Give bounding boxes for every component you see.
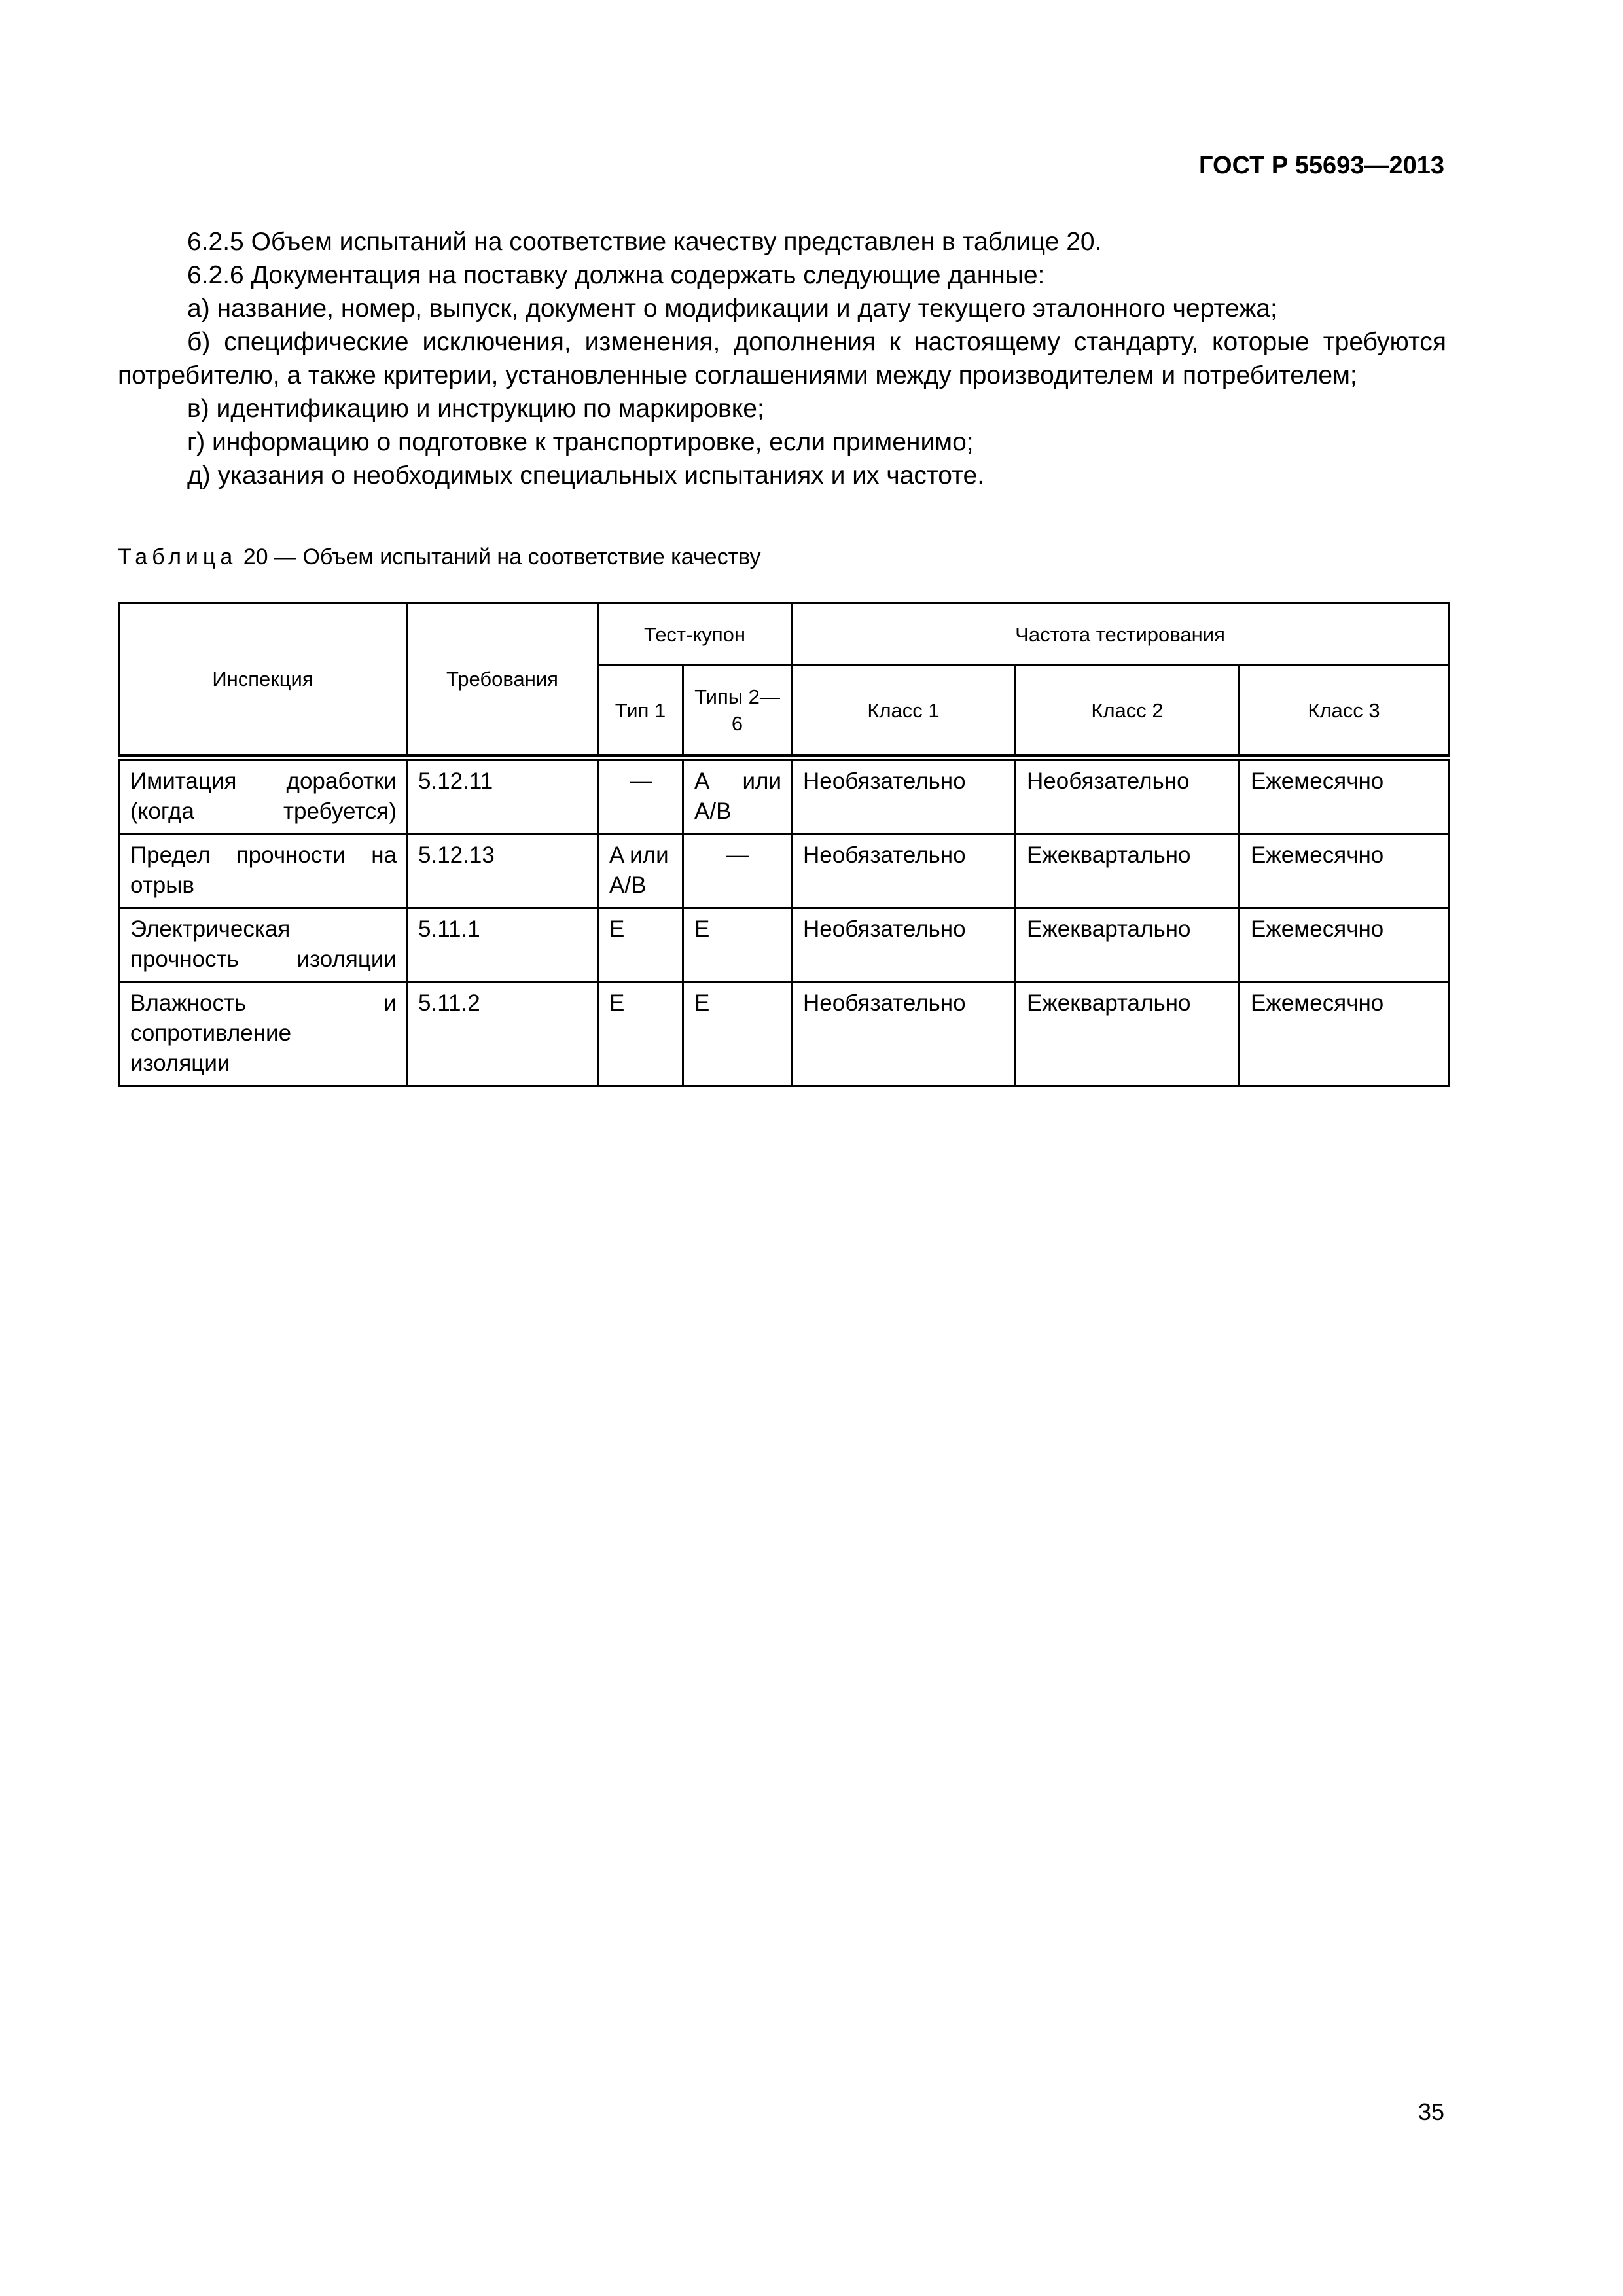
list-item-a: а) название, номер, выпуск, документ о модификации и дату текущего эталонного чертежа; <box>187 295 1277 323</box>
cell-requirements: 5.12.11 <box>407 758 598 834</box>
cell-type1: — <box>598 758 683 834</box>
table-caption <box>118 545 760 570</box>
table-caption-text: 20 — Объем испытаний на соответствие качеству <box>243 545 761 569</box>
cell-inspection: Влажность и сопротивление изоляции <box>119 982 407 1086</box>
table-header-row <box>119 603 1449 666</box>
cell-types2-6: E <box>683 908 792 982</box>
cell-class1: Необязательно <box>792 834 1016 908</box>
cell-class3: Ежемесячно <box>1240 758 1449 834</box>
quality-tests-table <box>118 602 1450 1087</box>
cell-types2-6: A или A/B <box>683 758 792 834</box>
list-item-v: в) идентификацию и инструкцию по маркировке; <box>187 395 764 423</box>
cell-inspection: Предел прочности на отрыв <box>119 834 407 908</box>
cell-requirements: 5.11.2 <box>407 982 598 1086</box>
header-class1: Класс 1 <box>792 666 1016 758</box>
table-row <box>119 834 1449 908</box>
cell-type1: A или A/B <box>598 834 683 908</box>
list-item-b: б) специфические исключения, изменения, дополнения к настоящему стандарту, которые требуются потребителю, а также критерии, установленные соглашениями между производителем и потребителем; <box>118 328 1446 389</box>
cell-class1: Необязательно <box>792 982 1016 1086</box>
cell-inspection: Имитация доработки (когда требуется) <box>119 758 407 834</box>
document-code: ГОСТ Р 55693—2013 <box>1199 152 1444 179</box>
list-item-g: г) информацию о подготовке к транспортировке, если применимо; <box>187 428 974 456</box>
header-frequency: Частота тестирования <box>792 603 1449 666</box>
cell-class3: Ежемесячно <box>1240 982 1449 1086</box>
cell-class1: Необязательно <box>792 908 1016 982</box>
cell-type1: E <box>598 908 683 982</box>
body-text <box>118 225 1446 492</box>
page-number: 35 <box>1418 2098 1444 2125</box>
header-requirements: Требования <box>407 603 598 758</box>
cell-requirements: 5.12.13 <box>407 834 598 908</box>
header-class3: Класс 3 <box>1240 666 1449 758</box>
cell-class2: Ежеквартально <box>1016 834 1240 908</box>
cell-requirements: 5.11.1 <box>407 908 598 982</box>
cell-class2: Ежеквартально <box>1016 908 1240 982</box>
table-row <box>119 908 1449 982</box>
cell-type1: E <box>598 982 683 1086</box>
paragraph-6-2-5: 6.2.5 Объем испытаний на соответствие качеству представлен в таблице 20. <box>187 228 1102 256</box>
cell-class3: Ежемесячно <box>1240 834 1449 908</box>
header-types2-6: Типы 2—6 <box>683 666 792 758</box>
table-caption-prefix: Таблица <box>118 545 238 569</box>
cell-types2-6: — <box>683 834 792 908</box>
cell-class3: Ежемесячно <box>1240 908 1449 982</box>
header-inspection: Инспекция <box>119 603 407 758</box>
list-item-d: д) указания о необходимых специальных испытаниях и их частоте. <box>187 461 985 490</box>
table-row <box>119 758 1449 834</box>
header-type1: Тип 1 <box>598 666 683 758</box>
cell-class2: Необязательно <box>1016 758 1240 834</box>
cell-inspection: Электрическая прочность изоляции <box>119 908 407 982</box>
cell-class1: Необязательно <box>792 758 1016 834</box>
paragraph-6-2-6: 6.2.6 Документация на поставку должна содержать следующие данные: <box>187 261 1045 289</box>
table-row <box>119 982 1449 1086</box>
header-class2: Класс 2 <box>1016 666 1240 758</box>
header-test-coupon: Тест-купон <box>598 603 792 666</box>
cell-types2-6: E <box>683 982 792 1086</box>
cell-class2: Ежеквартально <box>1016 982 1240 1086</box>
